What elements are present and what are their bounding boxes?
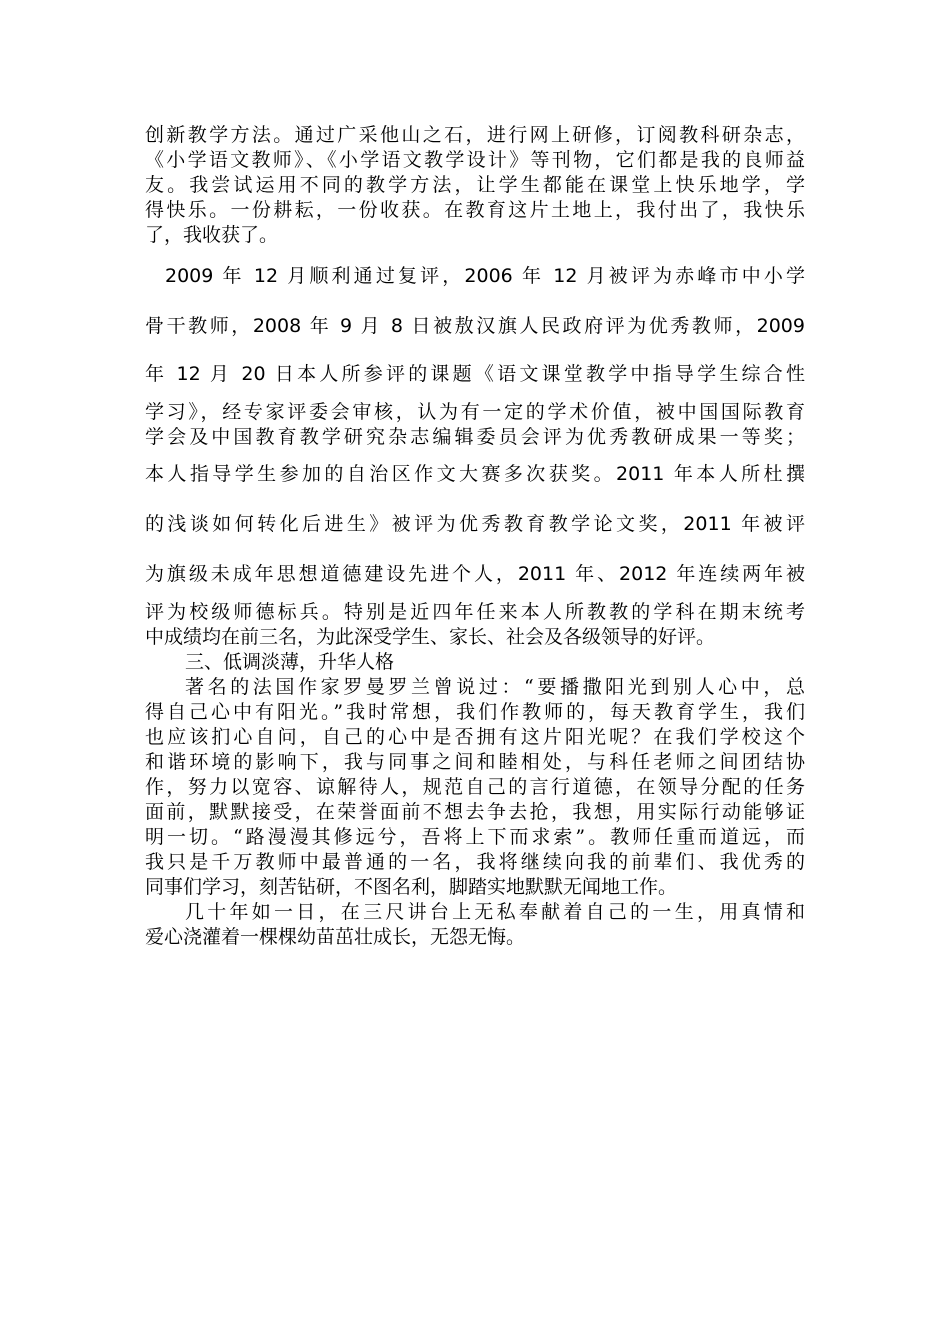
- paragraph-line: 同事们学习，刻苦钻研，不图名利，脚踏实地默默无闻地工作。: [145, 876, 678, 898]
- paragraph-line: 明一切。“路漫漫其修远兮，吾将上下而求索”。教师任重而道远，而: [145, 826, 805, 848]
- paragraph-line: 得快乐。一份耕耘，一份收获。在教育这片土地上，我付出了，我快乐: [145, 199, 805, 221]
- paragraph-line: 几十年如一日，在三尺讲台上无私奉献着自己的一生，用真情和: [185, 901, 805, 923]
- paragraph-line: 2009 年 12 月顺利通过复评，2006 年 12 月被评为赤峰市中小学: [165, 265, 805, 287]
- paragraph-line: 年 12 月 20 日本人所参评的课题《语文课堂教学中指导学生综合性: [145, 363, 805, 385]
- paragraph-line: 作，努力以宽容、谅解待人，规范自己的言行道德，在领导分配的任务: [145, 776, 805, 798]
- paragraph-line: 学习》，经专家评委会审核，认为有一定的学术价值，被中国国际教育: [145, 401, 805, 423]
- paragraph-line: 和谐环境的影响下，我与同事之间和睦相处，与科任老师之间团结协: [145, 751, 805, 773]
- paragraph-line: 为旗级未成年思想道德建设先进个人，2011 年、2012 年连续两年被: [145, 563, 805, 585]
- paragraph-line: 创新教学方法。通过广采他山之石，进行网上研修，订阅教科研杂志，: [145, 124, 805, 146]
- paragraph-line: 本人指导学生参加的自治区作文大赛多次获奖。2011 年本人所杜撰: [145, 463, 805, 485]
- section-heading: 三、低调淡薄，升华人格: [185, 651, 395, 673]
- paragraph-line: 爱心浇灌着一棵棵幼苗茁壮成长，无怨无悔。: [145, 926, 526, 948]
- paragraph-line: 《小学语文教师》、《小学语文教学设计》等刊物，它们都是我的良师益: [145, 149, 805, 171]
- paragraph-line: 得自己心中有阳光。”我时常想，我们作教师的，每天教育学生，我们: [145, 701, 805, 723]
- paragraph-line: 学会及中国教育教学研究杂志编辑委员会评为优秀教研成果一等奖；: [145, 426, 805, 448]
- paragraph-line: 友。我尝试运用不同的教学方法，让学生都能在课堂上快乐地学，学: [145, 174, 805, 196]
- paragraph-line: 面前，默默接受，在荣誉面前不想去争去抢，我想，用实际行动能够证: [145, 801, 805, 823]
- paragraph-line: 评为校级师德标兵。特别是近四年任来本人所教教的学科在期末统考: [145, 601, 805, 623]
- paragraph-line: 骨干教师，2008 年 9 月 8 日被敖汉旗人民政府评为优秀教师，2009: [145, 315, 805, 337]
- paragraph-line: 中成绩均在前三名，为此深受学生、家长、社会及各级领导的好评。: [145, 626, 716, 648]
- paragraph-line: 著名的法国作家罗曼罗兰曾说过：“要播撒阳光到别人心中，总: [185, 676, 805, 698]
- paragraph-line: 的浅谈如何转化后进生》被评为优秀教育教学论文奖，2011 年被评: [145, 513, 805, 535]
- paragraph-line: 也应该扪心自问，自己的心中是否拥有这片阳光呢？在我们学校这个: [145, 726, 805, 748]
- paragraph-line: 了，我收获了。: [145, 224, 279, 246]
- paragraph-line: 我只是千万教师中最普通的一名，我将继续向我的前辈们、我优秀的: [145, 851, 805, 873]
